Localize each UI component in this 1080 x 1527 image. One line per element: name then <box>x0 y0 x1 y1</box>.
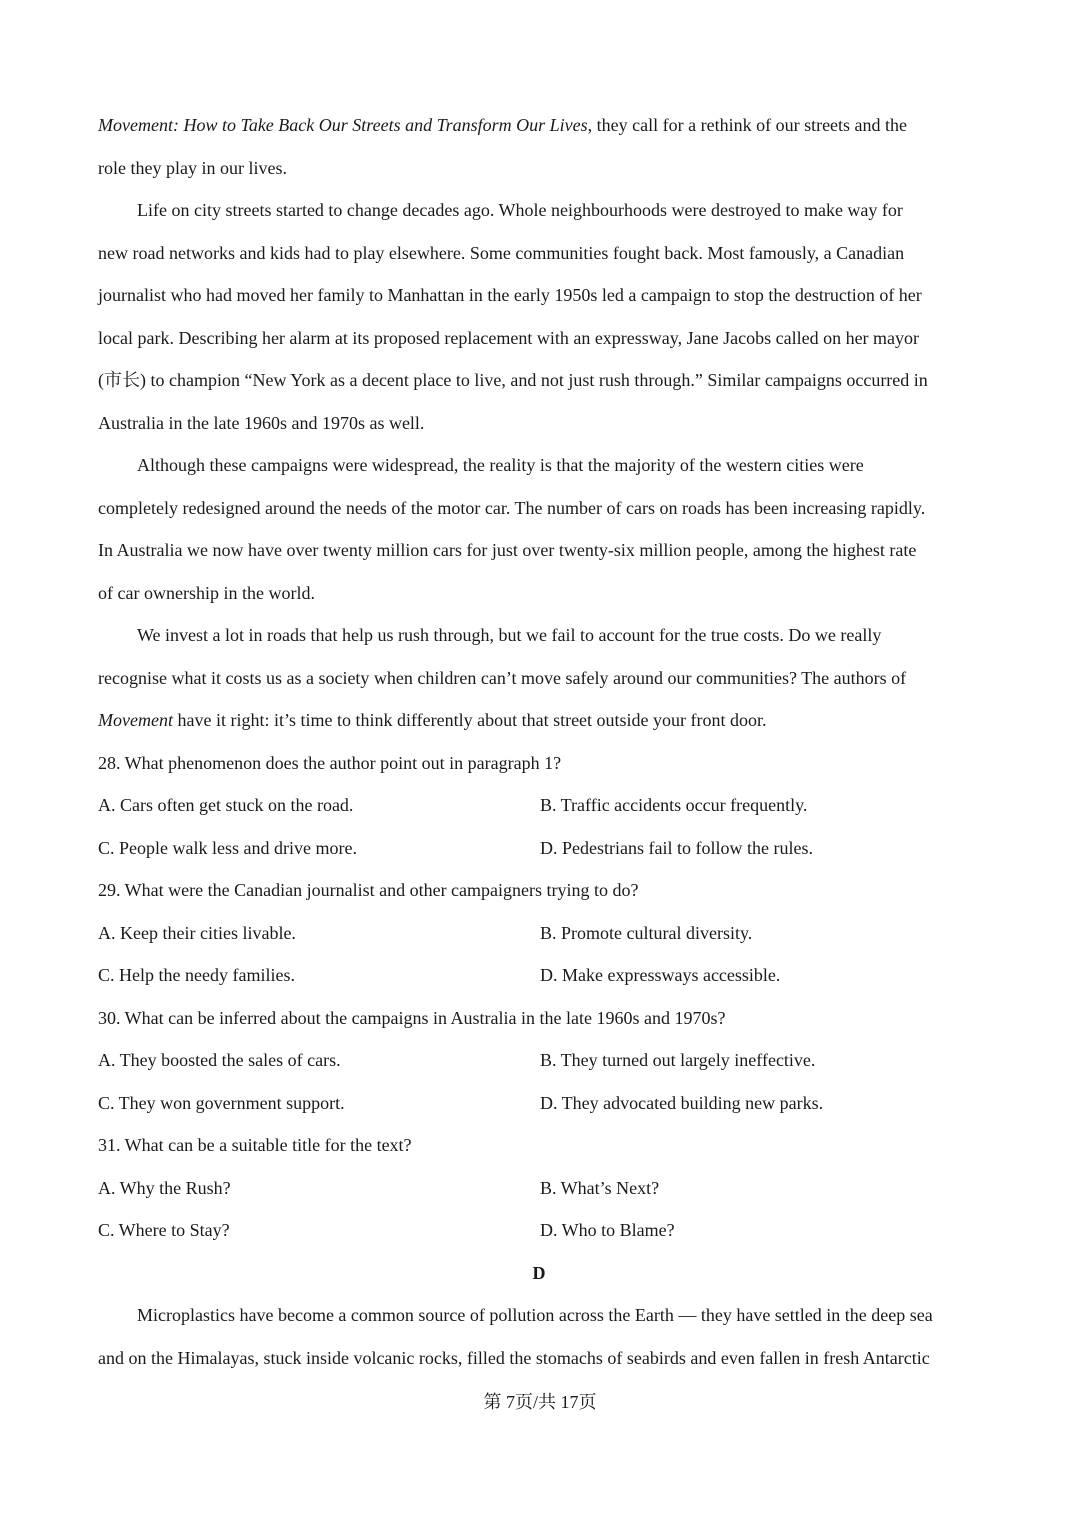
option-d: D. Pedestrians fail to follow the rules. <box>540 837 813 858</box>
option-row <box>98 1039 984 1082</box>
question-stem: 29. What were the Canadian journalist and other campaigners trying to do? <box>98 880 639 900</box>
passage-line: recognise what it costs us as a society when children can’t move safely around our communities? The authors of <box>98 667 907 688</box>
passage-line: Microplastics have become a common source of pollution across the Earth — they have settled in the deep sea <box>137 1305 933 1325</box>
option-a: A. Cars often get stuck on the road. <box>98 795 354 815</box>
option-a: A. Why the Rush? <box>98 1177 231 1198</box>
option-row <box>98 912 984 955</box>
option-a: A. They boosted the sales of cars. <box>98 1050 341 1070</box>
option-c: C. Where to Stay? <box>98 1220 230 1240</box>
passage-line: We invest a lot in roads that help us rush through, but we fail to account for the true costs. Do we really <box>137 625 882 645</box>
option-row <box>98 1167 984 1210</box>
document-page <box>98 104 984 1379</box>
option-row <box>98 1082 984 1125</box>
option-row <box>98 784 984 827</box>
option-row <box>98 954 984 997</box>
option-row <box>98 1209 984 1252</box>
passage-text: have it right: it’s time to think differently about that street outside your front door. <box>172 710 767 730</box>
passage-line: new road networks and kids had to play elsewhere. Some communities fought back. Most famously, a Canadian <box>98 242 905 263</box>
passage-line: role they play in our lives. <box>98 157 287 178</box>
option-d: D. They advocated building new parks. <box>540 1092 824 1113</box>
passage-line: Although these campaigns were widespread, the reality is that the majority of the western cities were <box>137 455 864 475</box>
passage-line: Life on city streets started to change decades ago. Whole neighbourhoods were destroyed to make way for <box>137 200 903 220</box>
passage-line <box>98 699 984 742</box>
passage-line: local park. Describing her alarm at its proposed replacement with an expressway, Jane Jacobs called on her mayor <box>98 327 920 348</box>
book-title: Movement: How to Take Back Our Streets and Transform Our Lives <box>98 115 588 135</box>
passage-line: Australia in the late 1960s and 1970s as well. <box>98 412 425 433</box>
option-row <box>98 827 984 870</box>
question-stem: 30. What can be inferred about the campaigns in Australia in the late 1960s and 1970s? <box>98 1007 726 1028</box>
passage-text: , they call for a rethink of our streets and the <box>587 115 908 135</box>
option-b: B. What’s Next? <box>540 1177 660 1198</box>
book-title: Movement <box>98 710 173 730</box>
option-b: B. Promote cultural diversity. <box>540 922 753 943</box>
passage-line: and on the Himalayas, stuck inside volcanic rocks, filled the stomachs of seabirds and even fallen in fresh Antarctic <box>98 1347 930 1368</box>
passage-line: completely redesigned around the needs of the motor car. The number of cars on roads has been increasing rapidly. <box>98 497 926 518</box>
option-c: C. People walk less and drive more. <box>98 837 357 858</box>
section-heading: D <box>532 1262 546 1283</box>
option-b: B. Traffic accidents occur frequently. <box>540 795 808 815</box>
option-d: D. Make expressways accessible. <box>540 965 781 985</box>
passage-line: journalist who had moved her family to Manhattan in the early 1950s led a campaign to stop the destruction of her <box>98 285 922 305</box>
passage-line: (市长) to champion “New York as a decent place to live, and not just rush through.” Similar campaigns occurred in <box>98 370 928 390</box>
passage-line: In Australia we now have over twenty million cars for just over twenty-six million people, among the highest rate <box>98 540 917 560</box>
question-stem: 28. What phenomenon does the author point out in paragraph 1? <box>98 752 562 773</box>
option-c: C. Help the needy families. <box>98 965 295 985</box>
option-d: D. Who to Blame? <box>540 1220 675 1240</box>
question-stem: 31. What can be a suitable title for the text? <box>98 1135 412 1155</box>
option-c: C. They won government support. <box>98 1092 345 1113</box>
option-a: A. Keep their cities livable. <box>98 922 296 943</box>
passage-line: of car ownership in the world. <box>98 582 315 603</box>
passage-line <box>98 104 984 147</box>
option-b: B. They turned out largely ineffective. <box>540 1050 816 1070</box>
page-number: 第 7页/共 17页 <box>483 1392 597 1412</box>
